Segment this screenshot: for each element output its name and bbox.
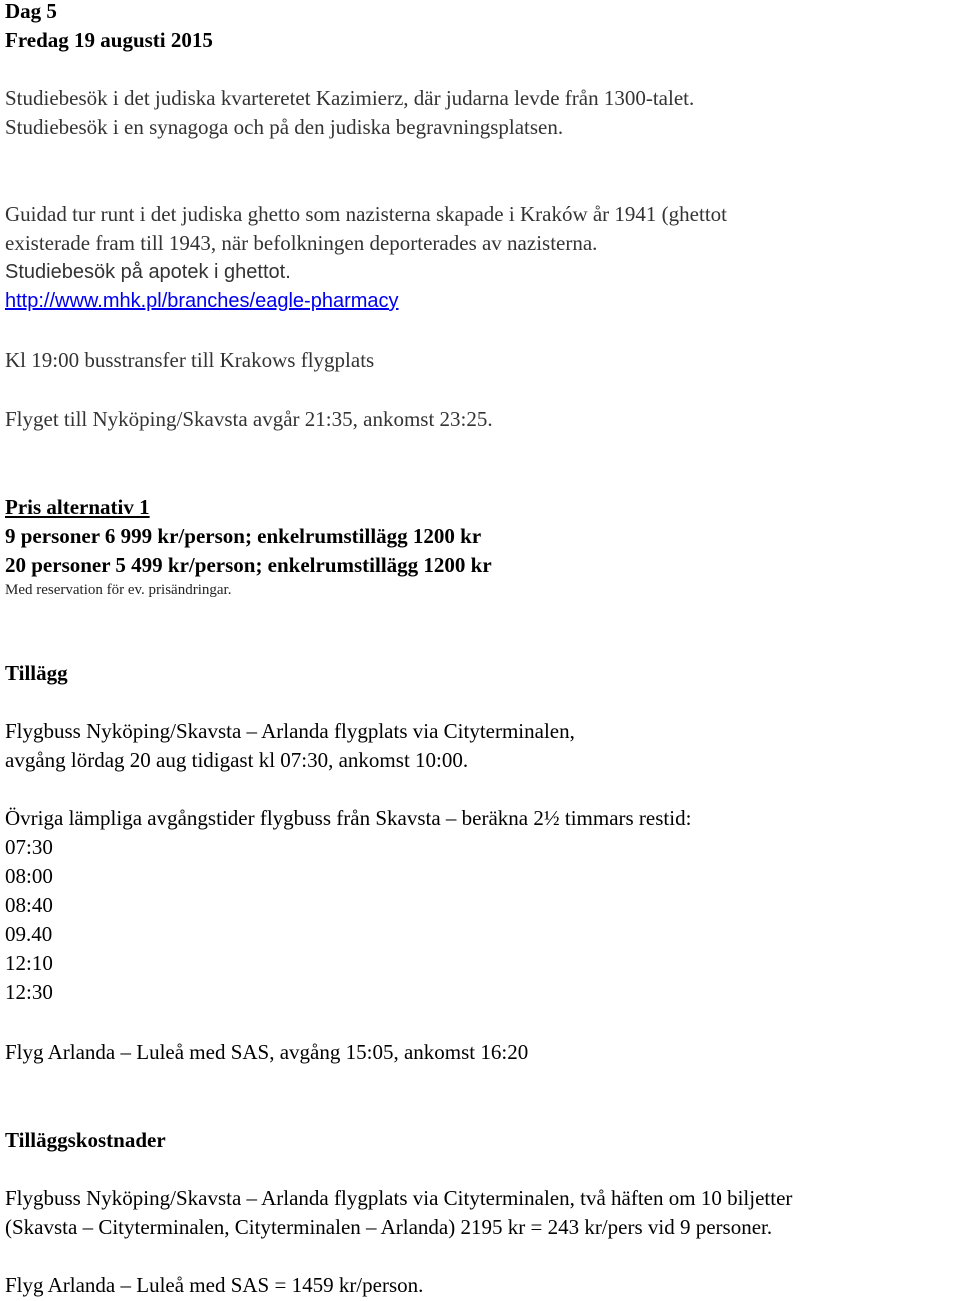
day-header — [5, 0, 213, 55]
departure-time-6: 12:30 — [5, 980, 53, 1004]
day-date: Fredag 19 augusti 2015 — [5, 28, 213, 52]
departure-time-4: 09.40 — [5, 922, 53, 946]
price-option-1: 9 personer 6 999 kr/person; enkelrumstillägg 1200 kr — [5, 524, 482, 548]
addon-heading — [5, 659, 68, 688]
addon-heading-text: Tillägg — [5, 661, 68, 685]
departures-intro: Övriga lämpliga avgångstider flygbuss från Skavsta – beräkna 2½ timmars restid: — [5, 806, 692, 830]
costs-bus-line-2: (Skavsta – Cityterminalen, Cityterminalen – Arlanda) 2195 kr = 243 kr/pers vid 9 personer. — [5, 1215, 773, 1239]
tour-line-1: Guidad tur runt i det judiska ghetto som nazisterna skapade i Kraków år 1941 (ghettot — [5, 202, 727, 226]
flight-text — [5, 405, 493, 434]
day-heading: Dag 5 — [5, 0, 57, 23]
departure-time-5: 12:10 — [5, 951, 53, 975]
departures-block — [5, 804, 691, 1007]
costs-heading — [5, 1126, 166, 1155]
lulea-flight-text — [5, 1038, 528, 1067]
addon-bus-block — [5, 717, 575, 775]
addon-bus-line-2: avgång lördag 20 aug tidigast kl 07:30, ankomst 10:00. — [5, 748, 469, 772]
costs-flight-text — [5, 1271, 423, 1300]
price-option-2: 20 personer 5 499 kr/person; enkelrumstillägg 1200 kr — [5, 553, 492, 577]
flight-line: Flyget till Nyköping/Skavsta avgår 21:35, ankomst 23:25. — [5, 407, 493, 431]
costs-bus-block — [5, 1184, 792, 1242]
tour-block — [5, 200, 727, 316]
price-heading: Pris alternativ 1 — [5, 495, 150, 519]
price-block — [5, 493, 492, 580]
price-note: Med reservation för ev. prisändringar. — [5, 582, 232, 598]
departure-time-3: 08:40 — [5, 893, 53, 917]
costs-flight-line: Flyg Arlanda – Luleå med SAS = 1459 kr/person. — [5, 1273, 424, 1297]
addon-bus-line-1: Flygbuss Nyköping/Skavsta – Arlanda flygplats via Cityterminalen, — [5, 719, 575, 743]
transfer-line: Kl 19:00 busstransfer till Krakows flygplats — [5, 348, 375, 372]
pharmacy-visit: Studiebesök på apotek i ghettot. — [5, 261, 291, 283]
tour-line-2: existerade fram till 1943, när befolkningen deporterades av nazisterna. — [5, 231, 598, 255]
visits-block — [5, 84, 694, 142]
costs-bus-line-1: Flygbuss Nyköping/Skavsta – Arlanda flygplats via Cityterminalen, två häften om 10 biljetter — [5, 1186, 793, 1210]
departure-time-2: 08:00 — [5, 864, 53, 888]
pharmacy-link[interactable]: http://www.mhk.pl/branches/eagle-pharmacy — [5, 290, 399, 312]
departure-time-1: 07:30 — [5, 835, 53, 859]
transfer-text — [5, 346, 374, 375]
visit-line-2: Studiebesök i en synagoga och på den judiska begravningsplatsen. — [5, 115, 564, 139]
costs-heading-text: Tilläggskostnader — [5, 1128, 166, 1152]
visit-line-1: Studiebesök i det judiska kvarteretet Kazimierz, där judarna levde från 1300-talet. — [5, 86, 695, 110]
lulea-flight-line: Flyg Arlanda – Luleå med SAS, avgång 15:05, ankomst 16:20 — [5, 1040, 529, 1064]
